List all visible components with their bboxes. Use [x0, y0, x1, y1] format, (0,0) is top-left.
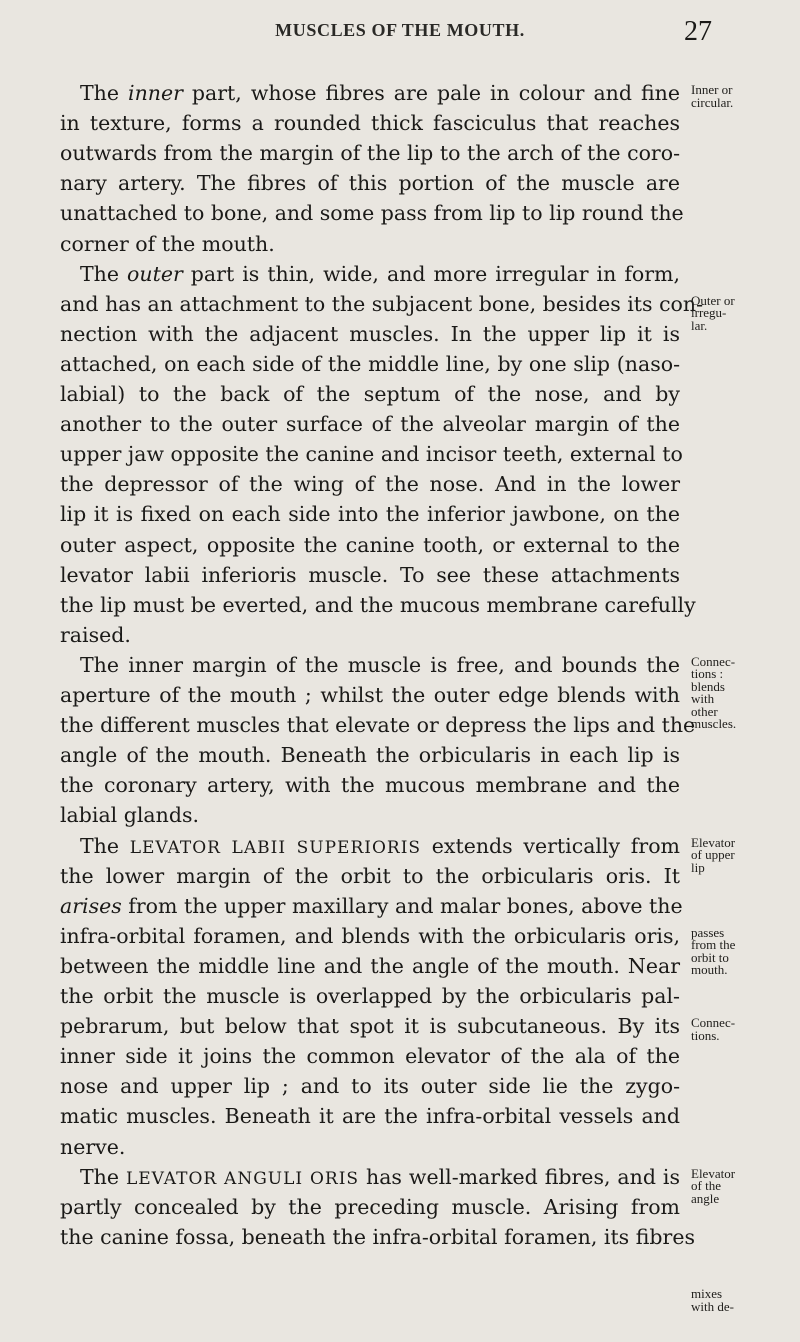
- text-line: attached, on each side of the middle line, by one slip (naso-: [60, 351, 680, 376]
- text-line: inner side it joins the common elevator of the ala of the: [60, 1044, 680, 1069]
- text-line: corner of the mouth.: [60, 231, 275, 256]
- text-line: in texture, forms a rounded thick fasciculus that reaches: [60, 111, 680, 136]
- text-line: The LEVATOR LABII SUPERIORIS extends vertically from: [80, 833, 680, 858]
- margin-note: [691, 1165, 791, 1206]
- margin-note: [691, 292, 791, 333]
- text-line: labial glands.: [60, 803, 200, 828]
- margin-note-line: passes: [691, 924, 725, 940]
- text-line: arises from the upper maxillary and malar bones, above the: [60, 893, 683, 918]
- margin-note-line: Outer or: [691, 292, 735, 308]
- margin-note-line: mouth.: [691, 962, 728, 978]
- margin-note-line: tions.: [691, 1027, 720, 1043]
- margin-note-line: tions :: [691, 666, 724, 682]
- text-line: matic muscles. Beneath it are the infra-orbital vessels and: [60, 1104, 680, 1129]
- text-line: nose and upper lip ; and to its outer side lie the zygo-: [60, 1074, 680, 1099]
- page-header: [0, 18, 800, 58]
- text-line: between the middle line and the angle of the mouth. Near: [60, 953, 680, 978]
- margin-note-line: from the: [691, 937, 736, 953]
- margin-note-line: muscles.: [691, 716, 737, 732]
- text-line: the coronary artery, with the mucous membrane and the: [60, 773, 680, 798]
- text-line: labial) to the back of the septum of the nose, and by: [60, 382, 680, 406]
- text-line: The LEVATOR ANGULI ORIS has well-marked fibres, and is: [80, 1164, 681, 1189]
- margin-note: [691, 653, 791, 732]
- text-line: pebrarum, but below that spot it is subcutaneous. By its: [60, 1014, 680, 1039]
- margin-note-line: angle: [691, 1190, 720, 1206]
- text-line: the depressor of the wing of the nose. And in the lower: [60, 472, 680, 497]
- text-line: the lower margin of the orbit to the orbicularis oris. It: [60, 863, 680, 888]
- margin-note-line: blends: [691, 678, 725, 694]
- margin-note: [691, 834, 791, 875]
- text-line: aperture of the mouth ; whilst the outer edge blends with: [60, 683, 680, 707]
- text-line: raised.: [60, 622, 131, 647]
- margin-note-line: lar.: [691, 317, 708, 333]
- text-line: the canine fossa, beneath the infra-orbital foramen, its fibres: [60, 1224, 695, 1249]
- margin-note-line: with: [691, 691, 715, 707]
- margin-note-line: of the: [691, 1178, 721, 1194]
- margin-note-line: circular.: [691, 94, 734, 110]
- text-line: The outer part is thin, wide, and more irregular in form,: [80, 261, 680, 286]
- text-line: unattached to bone, and some pass from lip to lip round the: [60, 201, 684, 226]
- margin-note-line: irregu-: [691, 305, 727, 321]
- margin-note-line: Inner or: [691, 82, 733, 97]
- text-line: nary artery. The fibres of this portion of the muscle are: [60, 171, 680, 196]
- text-line: lip it is fixed on each side into the inferior jawbone, on the: [60, 502, 680, 527]
- running-head: MUSCLES OF THE MOUTH.: [275, 20, 525, 40]
- text-line: the different muscles that elevate or depress the lips and the: [60, 713, 696, 738]
- margin-note-line: lip: [691, 859, 705, 875]
- margin-note: [691, 924, 791, 978]
- text-line: The inner margin of the muscle is free, and bounds the: [80, 652, 680, 677]
- margin-note-line: Elevator: [691, 834, 736, 850]
- text-line: the orbit the muscle is overlapped by the orbicularis pal-: [60, 984, 680, 1008]
- text-line: the lip must be everted, and the mucous membrane carefully: [60, 592, 696, 617]
- text-line: outwards from the margin of the lip to the arch of the coro-: [60, 141, 680, 166]
- text-line: outer aspect, opposite the canine tooth, or external to the: [60, 532, 680, 557]
- margin-note-line: of upper: [691, 847, 735, 862]
- margin-note-line: Elevator: [691, 1165, 736, 1181]
- text-line: The inner part, whose fibres are pale in colour and fine: [80, 81, 681, 105]
- text-line: infra-orbital foramen, and blends with the orbicularis oris,: [60, 923, 680, 948]
- margin-note-line: other: [691, 703, 718, 719]
- margin-note-line: with de-: [691, 1298, 734, 1314]
- margin-note-line: Connec-: [691, 1015, 736, 1031]
- text-line: another to the outer surface of the alveolar margin of the: [60, 412, 680, 437]
- text-line: and has an attachment to the subjacent bone, besides its con-: [60, 291, 704, 316]
- text-line: upper jaw opposite the canine and incisor teeth, external to: [60, 442, 683, 467]
- margin-note-line: orbit to: [691, 949, 729, 965]
- text-line: levator labii inferioris muscle. To see these attachments: [60, 562, 680, 587]
- margin-note-line: Connec-: [691, 653, 736, 669]
- text-line: angle of the mouth. Beneath the orbicularis in each lip is: [60, 743, 680, 768]
- margin-note-line: mixes: [691, 1286, 723, 1301]
- margin-note: [691, 84, 791, 109]
- text-line: nection with the adjacent muscles. In the upper lip it is: [60, 321, 680, 346]
- margin-note: [691, 1288, 791, 1313]
- page-number: 27: [684, 16, 712, 47]
- text-line: partly concealed by the preceding muscle. Arising from: [60, 1194, 680, 1219]
- text-line: nerve.: [60, 1134, 126, 1159]
- margin-note: [691, 1017, 791, 1042]
